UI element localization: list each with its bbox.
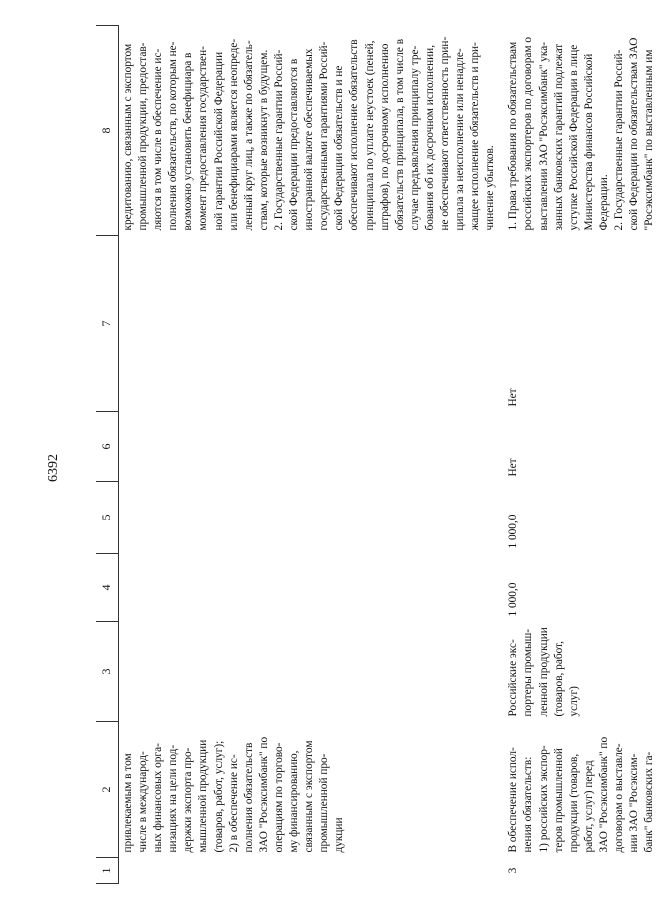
column-header-6: 6 [96,412,119,482]
principal-cell: Российские экс- портеры промыш- ленной продукции (товаров, работ, услуг) [507,627,580,717]
row-number-cell [119,858,499,884]
recourse-cell [119,412,499,482]
column-header-4: 4 [96,554,119,622]
column-header-7: 7 [96,236,119,412]
page-number: 6392 [46,454,61,482]
column-header-5: 5 [96,482,119,554]
row-number-cell: 3 [507,867,520,874]
recourse-cell: Нет [507,458,520,477]
amount-cell [119,554,499,622]
column-header-3: 3 [96,622,119,722]
column-header-2: 2 [96,722,119,858]
principal-cell [119,622,499,722]
obligation-purpose-cell: В обеспечение испол- нения обязательств: 1) российских экспор- теров промышленной продукции (товаров, работ, услуг) перед ЗАО "Росэксимбанк" по договорам о выставле- нии ЗАО "Росэксим- банк" банковских га- [507,736,656,853]
table-row [119,26,499,884]
column-header-8: 8 [96,26,119,236]
collateral-cell: Нет [507,388,520,407]
guarantee-table [96,25,657,884]
rotated-table-page [96,26,656,884]
obligation-purpose-cell: привлекаемым в том числе в международ- ных финансовых орга- низациях на цели под- держки экспорта про- мышленной продукции (товаров, работ, услуг); 2) в обеспечение ис- полнения обязательств ЗАО "Росэксимбанк" по операциям по торгово- му финансированию, связанным с экспортом промышленной про- дукции [122,736,346,853]
amount-cell [119,482,499,554]
conditions-cell: 1. Права требования по обязательствам российских экспортеров по договорам о выставлении ЗАО "Росэксимбанк" ука- занных банковских гарантий подлежат уступке Российской Федерации в лице Министерства финансов Российской Федерации. 2. Государственные гарантии Россий- ской Федерации по обязательствам ЗАО "Росэксимбанк" по выставленным им [507,37,656,231]
amount-cell: 1 000,0 [507,582,520,617]
column-number-header-row [96,26,119,884]
amount-cell: 1 000,0 [507,514,520,549]
conditions-cell: кредитованию, связанным с экспортом промышленной продукции, предостав- ляются в том числе в обеспечение ис- полнения обязательств, по которым не- возможно установить бенефициара в момент предоставления государствен- ной гарантии Российской Федерации или бенефициарами является неопреде- ленный круг лиц, а также по обязатель- ствам, которые возникнут в будущем. 2. Государственные гарантии Россий- ской Федерации предоставляются в иностранной валюте обеспечиваемых государственными гарантиями Россий- ской Федерации обязательств и не обеспечивают исполнение обязательств принципала по уплате неустоек (пеней, штрафов), по досрочному исполнению обязательств принципала, в том числе в случае предъявления принципалу тре- бования об их досрочном исполнении, не обеспечивают ответственность прин- ципала за неисполнение или ненадле- жащее исполнение обязательств и при- чинение убытков. [122,36,497,231]
collateral-cell [119,236,499,412]
column-header-1: 1 [96,858,119,884]
table-row [498,26,657,884]
